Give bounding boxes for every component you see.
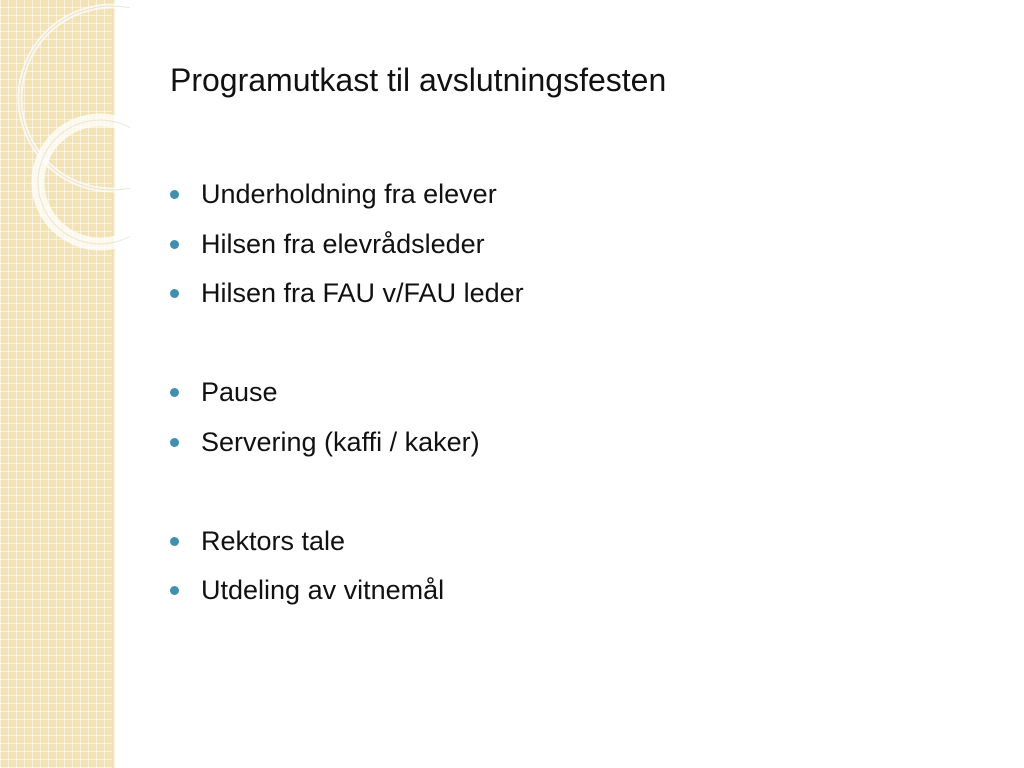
bullet-item [170, 368, 524, 418]
bullet-text: Pause [201, 377, 278, 408]
bullet-list [170, 170, 524, 616]
bullet-dot-icon [170, 240, 179, 249]
decorative-rings [0, 0, 130, 260]
bullet-dot-icon [170, 388, 179, 397]
bullet-item [170, 220, 524, 270]
bullet-text: Underholdning fra elever [201, 179, 497, 210]
bullet-item [170, 566, 524, 616]
bullet-text: Rektors tale [201, 525, 346, 556]
bullet-dot-icon [170, 586, 179, 595]
bullet-dot-icon [170, 438, 179, 447]
bullet-item [170, 418, 524, 468]
bullet-text: Hilsen fra elevrådsleder [201, 228, 485, 259]
bullet-item [170, 170, 524, 220]
bullet-dot-icon [170, 289, 179, 298]
bullet-dot-icon [170, 537, 179, 546]
bullet-item [170, 269, 524, 319]
bullet-text: Hilsen fra FAU v/FAU leder [201, 278, 524, 309]
bullet-text: Servering (kaffi / kaker) [201, 426, 480, 457]
bullet-item [170, 517, 524, 567]
bullet-text: Utdeling av vitnemål [201, 575, 445, 606]
bullet-dot-icon [170, 190, 179, 199]
slide-title: Programutkast til avslutningsfesten [170, 62, 667, 98]
